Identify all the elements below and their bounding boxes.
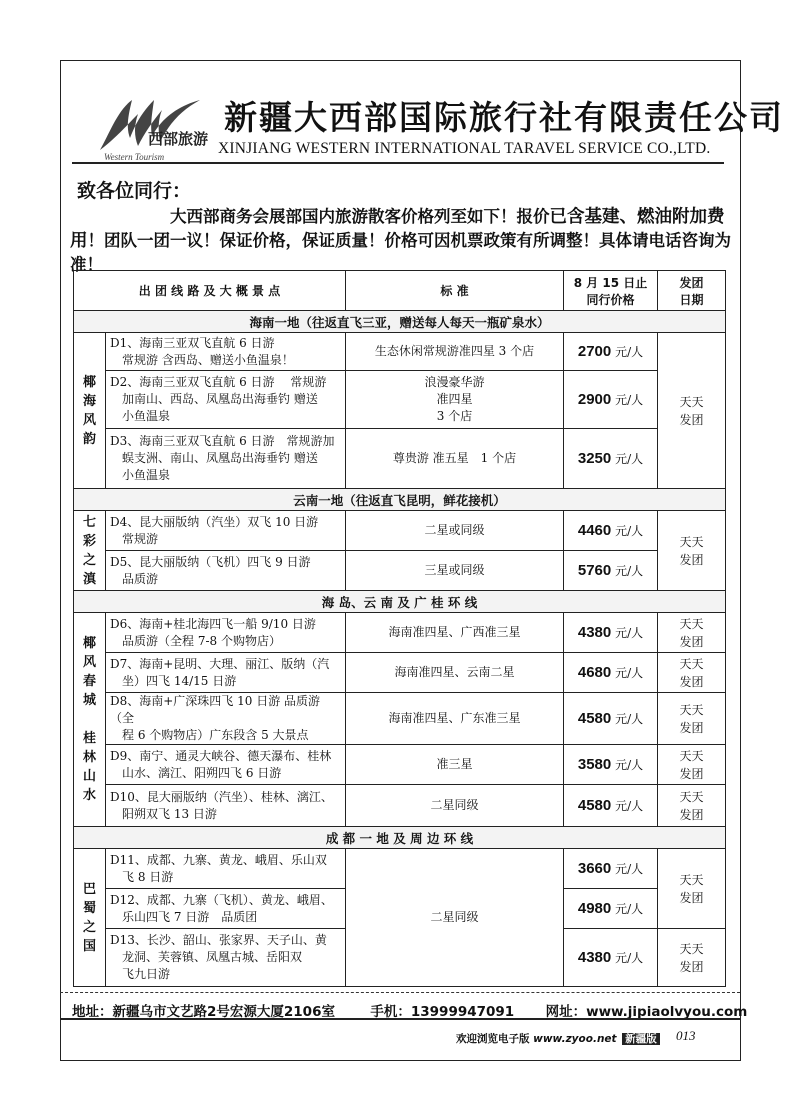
section-row-yunnan	[74, 489, 726, 511]
standard-cell: 海南准四星、广西准三星	[346, 613, 564, 653]
price-cell	[564, 613, 658, 653]
price-value: 3580	[577, 756, 612, 773]
price-unit: 元/人	[615, 902, 644, 916]
section-row-chengdu	[74, 827, 726, 849]
ezine-text: 欢迎浏览电子版	[456, 1033, 530, 1045]
date-cell: 天天 发团	[658, 849, 726, 929]
standard-cell: 尊贵游 准五星 1 个店	[346, 429, 564, 489]
standard-cell: 海南准四星、云南二星	[346, 653, 564, 693]
region-label-yunnan: 七 彩 之 滇	[74, 511, 106, 591]
standard-cell: 二星同级	[346, 849, 564, 987]
route-cell: D7、海南+昆明、大理、丽江、版纳（汽 坐）四飞 14/15 日游	[106, 653, 346, 693]
standard-cell: 三星或同级	[346, 551, 564, 591]
price-cell	[564, 929, 658, 987]
price-value: 2700	[577, 343, 612, 360]
standard-cell: 浪漫豪华游 准四星 3 个店	[346, 371, 564, 429]
table-row	[74, 511, 726, 551]
price-cell	[564, 889, 658, 929]
region-label-chengdu: 巴 蜀 之 国	[74, 849, 106, 987]
section-row-hainan	[74, 311, 726, 333]
region-label-hainan: 椰 海 风 韵	[74, 333, 106, 489]
price-unit: 元/人	[615, 666, 644, 680]
price-unit: 元/人	[615, 393, 644, 407]
intro-emphasis: 已含基建、燃油附加费用	[70, 207, 725, 251]
standard-cell: 二星或同级	[346, 511, 564, 551]
route-cell: D6、海南+桂北海四飞一船 9/10 日游 品质游（全程 7-8 个购物店）	[106, 613, 346, 653]
standard-cell: 二星同级	[346, 785, 564, 827]
section-title: 云南一地（往返直飞昆明，鲜花接机）	[74, 489, 726, 511]
route-cell: D5、昆大丽版纳（飞机）四飞 9 日游 品质游	[106, 551, 346, 591]
table-row	[74, 693, 726, 745]
table-row	[74, 849, 726, 889]
ezine-site-link[interactable]: www.zyoo.net	[533, 1033, 617, 1045]
price-cell	[564, 371, 658, 429]
company-name-en: XINJIANG WESTERN INTERNATIONAL TARAVEL SERVICE CO.,LTD.	[218, 140, 711, 157]
route-cell: D1、海南三亚双飞直航 6 日游 常规游 含西岛、赠送小鱼温泉！	[106, 333, 346, 371]
table-row	[74, 785, 726, 827]
section-title: 海南一地（往返直飞三亚，赠送每人每天一瓶矿泉水）	[74, 311, 726, 333]
price-unit: 元/人	[615, 524, 644, 538]
price-cell	[564, 849, 658, 889]
date-cell: 天天 发团	[658, 785, 726, 827]
price-value: 2900	[577, 391, 612, 408]
route-cell: D11、成都、九寨、黄龙、峨眉、乐山双 飞 8 日游	[106, 849, 346, 889]
price-unit: 元/人	[615, 799, 644, 813]
th-standard: 标 准	[346, 271, 564, 311]
route-cell: D2、海南三亚双飞直航 6 日游 常规游 加南山、西岛、凤凰岛出海垂钓 赠送 小鱼温泉	[106, 371, 346, 429]
price-value: 4680	[577, 664, 612, 681]
section-title: 成 都 一 地 及 周 边 环 线	[74, 827, 726, 849]
price-cell	[564, 785, 658, 827]
price-cell	[564, 333, 658, 371]
header-rule	[72, 162, 724, 164]
logo-cn-text: 西部旅游	[148, 130, 209, 148]
th-date-line1: 发团	[679, 275, 704, 290]
intro-text-1: 大西部商务会展部国内旅游散客价格列至如下！报价	[170, 207, 550, 226]
date-cell: 天天 发团	[658, 693, 726, 745]
price-value: 4980	[577, 900, 612, 917]
intro-paragraph	[70, 205, 735, 276]
company-name-cn: 新疆大西部国际旅行社有限责任公司	[224, 98, 784, 137]
price-cell	[564, 745, 658, 785]
logo-en-text: Western Tourism	[104, 152, 165, 162]
website-link[interactable]: 网址：www.jipiaolvyou.com	[545, 1004, 748, 1020]
th-date-line2: 日期	[679, 292, 704, 307]
price-value: 3250	[577, 450, 612, 467]
price-value: 5760	[577, 562, 612, 579]
price-unit: 元/人	[615, 626, 644, 640]
th-price	[564, 271, 658, 311]
footer-rule	[60, 1018, 740, 1020]
th-price-line2: 同行价格	[586, 292, 635, 307]
intro-text-2: ！团队一团一议！保证价格，保证质量！价格可因机票政策有所调整！具体请电话咨询为准！	[70, 231, 731, 274]
price-unit: 元/人	[615, 712, 644, 726]
price-value: 4380	[577, 624, 612, 641]
date-cell: 天天 发团	[658, 929, 726, 987]
th-route: 出 团 线 路 及 大 概 景 点	[74, 271, 346, 311]
price-table	[73, 270, 726, 987]
route-cell: D12、成都、九寨（飞机）、黄龙、峨眉、 乐山四飞 7 日游 品质团	[106, 889, 346, 929]
price-unit: 元/人	[615, 345, 644, 359]
date-cell: 天天 发团	[658, 333, 726, 489]
price-cell	[564, 551, 658, 591]
table-row	[74, 333, 726, 371]
mobile-text: 手机：13999947091	[370, 1004, 515, 1020]
price-value: 4580	[577, 710, 612, 727]
price-unit: 元/人	[615, 452, 644, 466]
table-row	[74, 551, 726, 591]
route-cell: D8、海南+广深珠四飞 10 日游 品质游（全 程 6 个购物店）广东段含 5 大景点	[106, 693, 346, 745]
standard-cell: 海南准四星、广东准三星	[346, 693, 564, 745]
table-header-row	[74, 271, 726, 311]
price-unit: 元/人	[615, 564, 644, 578]
table-row	[74, 745, 726, 785]
price-cell	[564, 429, 658, 489]
date-cell: 天天 发团	[658, 511, 726, 591]
table-row	[74, 429, 726, 489]
price-unit: 元/人	[615, 951, 644, 965]
date-cell: 天天 发团	[658, 653, 726, 693]
th-date	[658, 271, 726, 311]
route-cell: D9、南宁、通灵大峡谷、德天瀑布、桂林 山水、漓江、阳朔四飞 6 日游	[106, 745, 346, 785]
greeting: 致各位同行：	[77, 180, 192, 202]
standard-cell: 生态休闲常规游准四星 3 个店	[346, 333, 564, 371]
price-unit: 元/人	[615, 758, 644, 772]
route-cell: D4、昆大丽版纳（汽坐）双飞 10 日游 常规游	[106, 511, 346, 551]
price-cell	[564, 511, 658, 551]
price-value: 4460	[577, 522, 612, 539]
ezine-tag: 新疆版	[622, 1033, 660, 1045]
address-text: 地址：新疆乌市文艺路2号宏源大厦2106室	[72, 1004, 335, 1020]
price-cell	[564, 653, 658, 693]
price-value: 4580	[577, 797, 612, 814]
contact-footer	[72, 1000, 748, 1020]
standard-cell: 准三星	[346, 745, 564, 785]
table-row	[74, 371, 726, 429]
ezine-banner	[456, 1031, 660, 1046]
route-cell: D3、海南三亚双飞直航 6 日游 常规游加 蜈支洲、南山、凤凰岛出海垂钓 赠送 小鱼温泉	[106, 429, 346, 489]
date-cell: 天天 发团	[658, 745, 726, 785]
table-row	[74, 613, 726, 653]
route-cell: D13、长沙、韶山、张家界、天子山、黄 龙洞、芙蓉镇、凤凰古城、岳阳双 飞九日游	[106, 929, 346, 987]
footer-dash-rule	[60, 992, 740, 993]
page-number: 013	[676, 1028, 696, 1043]
section-row-loop	[74, 591, 726, 613]
section-title: 海 岛、云 南 及 广 桂 环 线	[74, 591, 726, 613]
region-label-loop: 椰 风 春 城 桂 林 山 水	[74, 613, 106, 827]
th-price-line1: 8 月 15 日止	[573, 275, 648, 290]
price-unit: 元/人	[615, 862, 644, 876]
price-cell	[564, 693, 658, 745]
price-value: 4380	[577, 949, 612, 966]
route-cell: D10、昆大丽版纳（汽坐）、桂林、漓江、 阳朔双飞 13 日游	[106, 785, 346, 827]
table-row	[74, 653, 726, 693]
date-cell: 天天 发团	[658, 613, 726, 653]
price-value: 3660	[577, 860, 612, 877]
